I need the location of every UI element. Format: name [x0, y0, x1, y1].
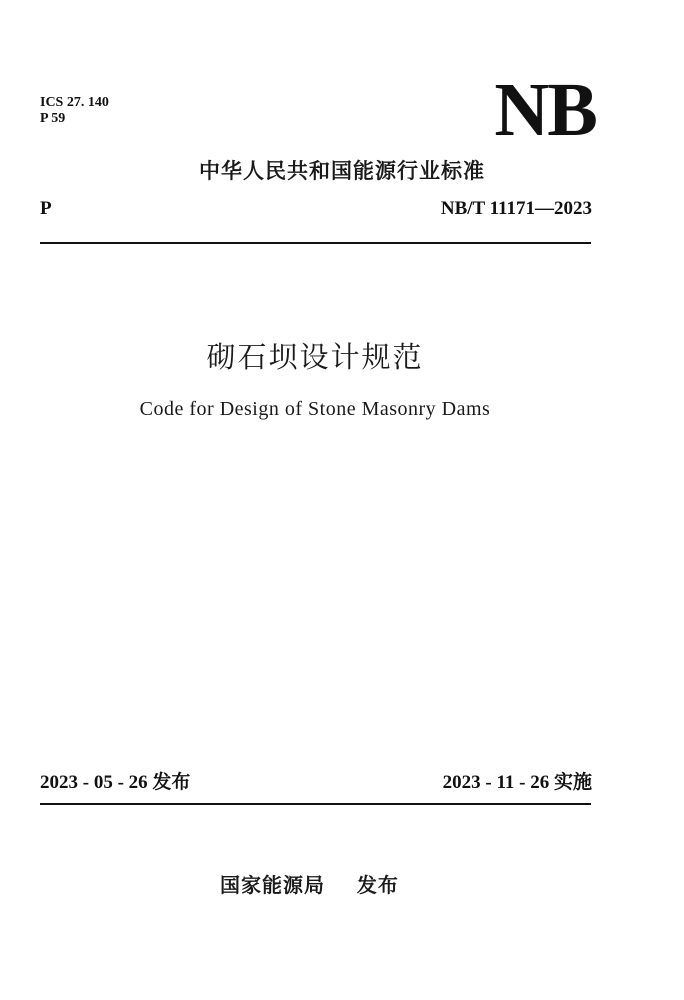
title-chinese: 砌石坝设计规范 — [206, 342, 424, 374]
issue-date: 2023 - 05 - 26 发布 — [40, 772, 191, 793]
top-divider — [40, 242, 591, 244]
standard-category: 中华人民共和国能源行业标准 — [199, 159, 485, 183]
nb-logo: NB — [494, 68, 596, 152]
class-letter: P — [40, 198, 52, 219]
implementation-date: 2023 - 11 - 26 实施 — [442, 772, 592, 793]
issuer: 国家能源局 发布 — [220, 873, 399, 897]
standard-number: NB/T 11171—2023 — [440, 198, 592, 219]
ccs-code: P 59 — [40, 111, 66, 126]
title-english: Code for Design of Stone Masonry Dams — [139, 398, 491, 420]
bottom-divider — [40, 803, 591, 805]
ics-code: ICS 27. 140 — [40, 95, 109, 110]
